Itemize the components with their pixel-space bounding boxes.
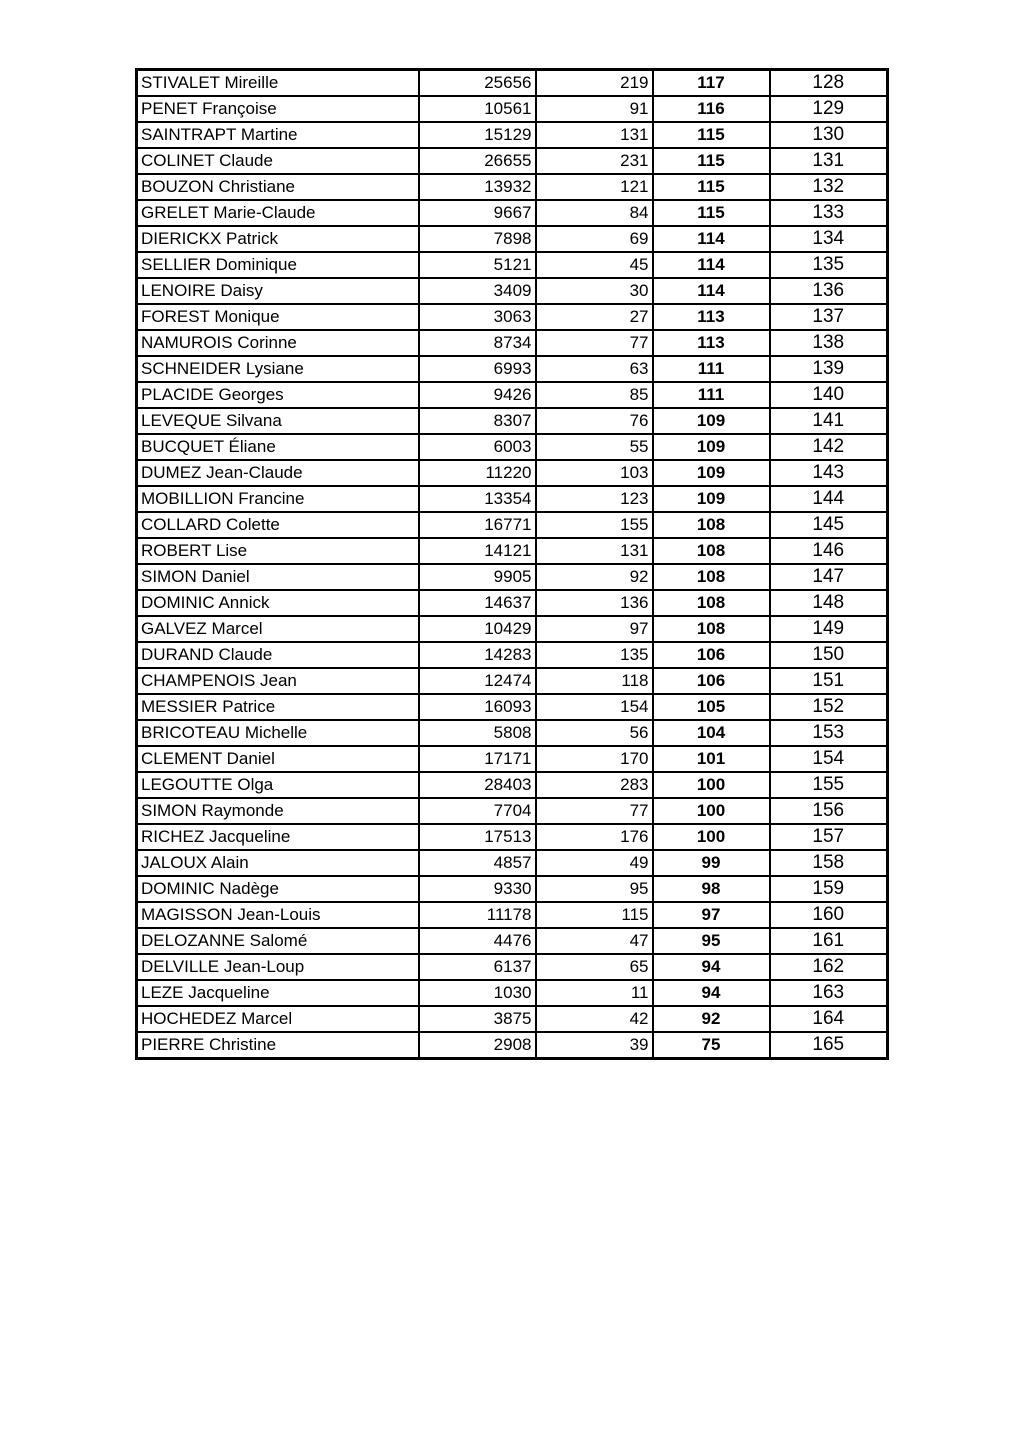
participant-name-cell: SAINTRAPT Martine	[137, 122, 419, 148]
value-a-cell: 6993	[419, 356, 536, 382]
value-a-cell: 14283	[419, 642, 536, 668]
score-cell: 108	[653, 564, 770, 590]
value-b-cell: 69	[536, 226, 653, 252]
score-cell: 109	[653, 434, 770, 460]
value-b-cell: 55	[536, 434, 653, 460]
participant-name-cell: DUMEZ Jean-Claude	[137, 460, 419, 486]
value-b-cell: 84	[536, 200, 653, 226]
value-b-cell: 135	[536, 642, 653, 668]
participant-name-cell: COLINET Claude	[137, 148, 419, 174]
value-a-cell: 3875	[419, 1006, 536, 1032]
score-cell: 92	[653, 1006, 770, 1032]
score-cell: 95	[653, 928, 770, 954]
value-a-cell: 16771	[419, 512, 536, 538]
participant-name-cell: BUCQUET Éliane	[137, 434, 419, 460]
score-cell: 108	[653, 512, 770, 538]
score-cell: 99	[653, 850, 770, 876]
score-cell: 108	[653, 538, 770, 564]
value-a-cell: 6137	[419, 954, 536, 980]
value-b-cell: 27	[536, 304, 653, 330]
table-row	[137, 798, 888, 824]
table-row	[137, 616, 888, 642]
value-b-cell: 118	[536, 668, 653, 694]
table-row	[137, 70, 888, 97]
rank-cell: 157	[770, 824, 888, 850]
value-a-cell: 7704	[419, 798, 536, 824]
table-row	[137, 720, 888, 746]
value-b-cell: 115	[536, 902, 653, 928]
value-b-cell: 155	[536, 512, 653, 538]
score-cell: 109	[653, 460, 770, 486]
value-b-cell: 85	[536, 382, 653, 408]
value-a-cell: 15129	[419, 122, 536, 148]
rank-cell: 158	[770, 850, 888, 876]
rank-cell: 163	[770, 980, 888, 1006]
rank-cell: 153	[770, 720, 888, 746]
score-cell: 115	[653, 148, 770, 174]
participant-name-cell: CHAMPENOIS Jean	[137, 668, 419, 694]
rank-cell: 141	[770, 408, 888, 434]
value-a-cell: 8307	[419, 408, 536, 434]
participant-name-cell: DURAND Claude	[137, 642, 419, 668]
rank-cell: 147	[770, 564, 888, 590]
rank-cell: 134	[770, 226, 888, 252]
value-b-cell: 92	[536, 564, 653, 590]
score-cell: 109	[653, 408, 770, 434]
value-b-cell: 131	[536, 122, 653, 148]
table-row	[137, 382, 888, 408]
value-a-cell: 11178	[419, 902, 536, 928]
score-cell: 114	[653, 226, 770, 252]
value-b-cell: 231	[536, 148, 653, 174]
table-row	[137, 980, 888, 1006]
value-a-cell: 4476	[419, 928, 536, 954]
participant-name-cell: ROBERT Lise	[137, 538, 419, 564]
value-b-cell: 30	[536, 278, 653, 304]
table-row	[137, 902, 888, 928]
score-cell: 116	[653, 96, 770, 122]
value-b-cell: 103	[536, 460, 653, 486]
score-cell: 106	[653, 642, 770, 668]
score-cell: 108	[653, 616, 770, 642]
rank-cell: 139	[770, 356, 888, 382]
participant-name-cell: DOMINIC Annick	[137, 590, 419, 616]
score-cell: 111	[653, 356, 770, 382]
score-cell: 114	[653, 278, 770, 304]
value-a-cell: 25656	[419, 70, 536, 97]
rank-cell: 154	[770, 746, 888, 772]
table-row	[137, 356, 888, 382]
value-a-cell: 13354	[419, 486, 536, 512]
table-row	[137, 694, 888, 720]
rank-cell: 133	[770, 200, 888, 226]
score-cell: 115	[653, 174, 770, 200]
participant-name-cell: MOBILLION Francine	[137, 486, 419, 512]
table-row	[137, 252, 888, 278]
value-b-cell: 95	[536, 876, 653, 902]
table-row	[137, 174, 888, 200]
rank-cell: 146	[770, 538, 888, 564]
table-row	[137, 512, 888, 538]
rank-cell: 159	[770, 876, 888, 902]
rank-cell: 156	[770, 798, 888, 824]
rank-cell: 149	[770, 616, 888, 642]
score-cell: 94	[653, 954, 770, 980]
table-row	[137, 434, 888, 460]
value-a-cell: 28403	[419, 772, 536, 798]
value-b-cell: 39	[536, 1032, 653, 1059]
value-a-cell: 3409	[419, 278, 536, 304]
table-row	[137, 122, 888, 148]
value-b-cell: 11	[536, 980, 653, 1006]
participant-name-cell: DOMINIC Nadège	[137, 876, 419, 902]
score-cell: 100	[653, 798, 770, 824]
table-row	[137, 954, 888, 980]
score-cell: 111	[653, 382, 770, 408]
participant-name-cell: DIERICKX Patrick	[137, 226, 419, 252]
table-row	[137, 408, 888, 434]
value-a-cell: 4857	[419, 850, 536, 876]
rank-cell: 135	[770, 252, 888, 278]
table-row	[137, 330, 888, 356]
value-a-cell: 9426	[419, 382, 536, 408]
table-row	[137, 460, 888, 486]
participant-name-cell: LEGOUTTE Olga	[137, 772, 419, 798]
participant-name-cell: SCHNEIDER Lysiane	[137, 356, 419, 382]
value-a-cell: 3063	[419, 304, 536, 330]
table-row	[137, 538, 888, 564]
value-a-cell: 17513	[419, 824, 536, 850]
value-a-cell: 5121	[419, 252, 536, 278]
value-b-cell: 97	[536, 616, 653, 642]
participant-name-cell: CLEMENT Daniel	[137, 746, 419, 772]
rank-cell: 140	[770, 382, 888, 408]
participant-name-cell: PENET Françoise	[137, 96, 419, 122]
participant-name-cell: MAGISSON Jean-Louis	[137, 902, 419, 928]
rank-cell: 152	[770, 694, 888, 720]
participant-name-cell: LEVEQUE Silvana	[137, 408, 419, 434]
participant-name-cell: JALOUX Alain	[137, 850, 419, 876]
participant-name-cell: PLACIDE Georges	[137, 382, 419, 408]
value-b-cell: 65	[536, 954, 653, 980]
participant-name-cell: PIERRE Christine	[137, 1032, 419, 1059]
table-row	[137, 304, 888, 330]
rank-cell: 131	[770, 148, 888, 174]
rank-cell: 142	[770, 434, 888, 460]
rank-cell: 138	[770, 330, 888, 356]
value-a-cell: 7898	[419, 226, 536, 252]
value-b-cell: 63	[536, 356, 653, 382]
participant-name-cell: DELVILLE Jean-Loup	[137, 954, 419, 980]
value-b-cell: 121	[536, 174, 653, 200]
participant-name-cell: DELOZANNE Salomé	[137, 928, 419, 954]
table-row	[137, 876, 888, 902]
value-b-cell: 76	[536, 408, 653, 434]
table-row	[137, 1006, 888, 1032]
value-b-cell: 176	[536, 824, 653, 850]
value-a-cell: 6003	[419, 434, 536, 460]
value-b-cell: 49	[536, 850, 653, 876]
table-row	[137, 746, 888, 772]
rank-cell: 145	[770, 512, 888, 538]
results-body	[137, 70, 888, 1059]
participant-name-cell: BRICOTEAU Michelle	[137, 720, 419, 746]
value-a-cell: 9667	[419, 200, 536, 226]
rank-cell: 128	[770, 70, 888, 97]
score-cell: 115	[653, 200, 770, 226]
value-b-cell: 91	[536, 96, 653, 122]
score-cell: 106	[653, 668, 770, 694]
score-cell: 101	[653, 746, 770, 772]
score-cell: 108	[653, 590, 770, 616]
value-a-cell: 26655	[419, 148, 536, 174]
value-a-cell: 1030	[419, 980, 536, 1006]
participant-name-cell: SIMON Daniel	[137, 564, 419, 590]
score-cell: 100	[653, 824, 770, 850]
table-row	[137, 850, 888, 876]
table-row	[137, 226, 888, 252]
participant-name-cell: STIVALET Mireille	[137, 70, 419, 97]
value-a-cell: 14121	[419, 538, 536, 564]
table-row	[137, 564, 888, 590]
value-b-cell: 123	[536, 486, 653, 512]
table-row	[137, 772, 888, 798]
value-a-cell: 11220	[419, 460, 536, 486]
score-cell: 109	[653, 486, 770, 512]
score-cell: 97	[653, 902, 770, 928]
value-a-cell: 13932	[419, 174, 536, 200]
score-cell: 104	[653, 720, 770, 746]
participant-name-cell: LENOIRE Daisy	[137, 278, 419, 304]
value-a-cell: 14637	[419, 590, 536, 616]
participant-name-cell: HOCHEDEZ Marcel	[137, 1006, 419, 1032]
value-b-cell: 219	[536, 70, 653, 97]
participant-name-cell: NAMUROIS Corinne	[137, 330, 419, 356]
value-b-cell: 77	[536, 330, 653, 356]
participant-name-cell: GRELET Marie-Claude	[137, 200, 419, 226]
value-a-cell: 16093	[419, 694, 536, 720]
table-row	[137, 668, 888, 694]
participant-name-cell: FOREST Monique	[137, 304, 419, 330]
rank-cell: 132	[770, 174, 888, 200]
value-b-cell: 42	[536, 1006, 653, 1032]
table-row	[137, 590, 888, 616]
participant-name-cell: MESSIER Patrice	[137, 694, 419, 720]
value-b-cell: 56	[536, 720, 653, 746]
participant-name-cell: RICHEZ Jacqueline	[137, 824, 419, 850]
value-a-cell: 9905	[419, 564, 536, 590]
table-row	[137, 486, 888, 512]
table-row	[137, 96, 888, 122]
score-cell: 100	[653, 772, 770, 798]
score-cell: 113	[653, 330, 770, 356]
participant-name-cell: COLLARD Colette	[137, 512, 419, 538]
rank-cell: 151	[770, 668, 888, 694]
value-b-cell: 283	[536, 772, 653, 798]
rank-cell: 155	[770, 772, 888, 798]
rank-cell: 136	[770, 278, 888, 304]
value-b-cell: 77	[536, 798, 653, 824]
rank-cell: 129	[770, 96, 888, 122]
value-a-cell: 17171	[419, 746, 536, 772]
rank-cell: 144	[770, 486, 888, 512]
rank-cell: 165	[770, 1032, 888, 1059]
value-b-cell: 170	[536, 746, 653, 772]
value-a-cell: 10429	[419, 616, 536, 642]
value-b-cell: 136	[536, 590, 653, 616]
value-a-cell: 5808	[419, 720, 536, 746]
value-a-cell: 2908	[419, 1032, 536, 1059]
rank-cell: 148	[770, 590, 888, 616]
rank-cell: 160	[770, 902, 888, 928]
results-table	[135, 68, 889, 1060]
participant-name-cell: LEZE Jacqueline	[137, 980, 419, 1006]
rank-cell: 130	[770, 122, 888, 148]
participant-name-cell: SIMON Raymonde	[137, 798, 419, 824]
score-cell: 117	[653, 70, 770, 97]
rank-cell: 161	[770, 928, 888, 954]
value-a-cell: 8734	[419, 330, 536, 356]
participant-name-cell: SELLIER Dominique	[137, 252, 419, 278]
participant-name-cell: BOUZON Christiane	[137, 174, 419, 200]
value-b-cell: 131	[536, 538, 653, 564]
score-cell: 94	[653, 980, 770, 1006]
rank-cell: 143	[770, 460, 888, 486]
table-row	[137, 278, 888, 304]
rank-cell: 137	[770, 304, 888, 330]
score-cell: 105	[653, 694, 770, 720]
value-a-cell: 12474	[419, 668, 536, 694]
value-b-cell: 45	[536, 252, 653, 278]
rank-cell: 164	[770, 1006, 888, 1032]
value-b-cell: 154	[536, 694, 653, 720]
table-row	[137, 1032, 888, 1059]
table-row	[137, 148, 888, 174]
table-row	[137, 824, 888, 850]
value-b-cell: 47	[536, 928, 653, 954]
value-a-cell: 9330	[419, 876, 536, 902]
score-cell: 113	[653, 304, 770, 330]
rank-cell: 162	[770, 954, 888, 980]
participant-name-cell: GALVEZ Marcel	[137, 616, 419, 642]
table-row	[137, 200, 888, 226]
rank-cell: 150	[770, 642, 888, 668]
score-cell: 115	[653, 122, 770, 148]
table-row	[137, 928, 888, 954]
value-a-cell: 10561	[419, 96, 536, 122]
score-cell: 75	[653, 1032, 770, 1059]
score-cell: 114	[653, 252, 770, 278]
table-row	[137, 642, 888, 668]
score-cell: 98	[653, 876, 770, 902]
